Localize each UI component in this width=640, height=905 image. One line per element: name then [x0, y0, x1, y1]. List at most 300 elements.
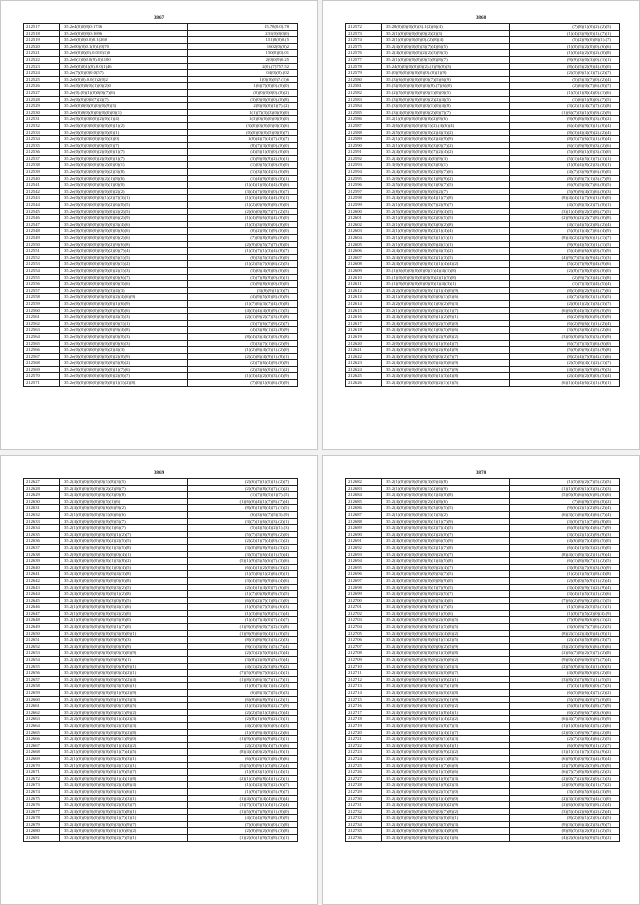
coordinate-cell: 35.2(4)(0)(0)(0)(0)(0)(0)(0)(0)(6)(8)	[60, 577, 188, 584]
row-id-cell: 212726	[346, 769, 382, 776]
coordinate-cell: 35.2e(0)(0)(0)0(0)(2)(0)(0)(1)(7)	[60, 149, 188, 156]
row-id-cell: 212621	[346, 347, 382, 354]
table-row	[24, 300, 298, 307]
coordinate-cell: 35.2(4)(0)(0)(0)(0)(0)(0)(1)(3)(5)(8)	[60, 544, 188, 551]
value-cell: (1)(3)(5)(4)(3).(0)(9)	[188, 169, 298, 176]
value-cell: (1)(2)(0)(9)(8)(8).(0)(0)	[188, 202, 298, 209]
value-cell: (3)(9)(3)(8)(4)(5).(2)(6)	[510, 327, 620, 334]
row-id-cell: 212613	[346, 294, 382, 301]
row-id-cell: 212539	[24, 169, 60, 176]
row-id-cell: 212578	[346, 63, 382, 70]
table-row	[346, 300, 620, 307]
row-id-cell: 212672	[24, 775, 60, 782]
coordinate-cell: 35.2(4)(0)(0)(0)(0)(0)(0)(1)(1)(4)(4)(2)	[382, 261, 510, 268]
row-id-cell: 212540	[24, 175, 60, 182]
coordinate-cell: 35.2(4)(0)(0)(0)(0)(0)(0)(0)(2)(5)(8)(0)	[382, 320, 510, 327]
coordinate-cell: 35.2(4)(0)(0)(0)(0)(0)(0)(0)(2)(0)(8)(7)	[382, 670, 510, 677]
value-cell: (5)(8)(1)(9)(4)(8).(7)(9)	[510, 703, 620, 710]
value-cell: 1(3)(0)(0)(0)(0)(0)(0)	[188, 116, 298, 123]
row-id-cell: 212636	[24, 538, 60, 545]
value-cell: (9)(9)(4)(5)(3)(1).(1)(5)	[510, 241, 620, 248]
table-row	[346, 89, 620, 96]
row-id-cell: 212567	[24, 353, 60, 360]
row-id-cell: 212668	[24, 749, 60, 756]
coordinate-cell: 35.2(1)(0)(0)(0)(0)(0)(0)(3)(1)(1)(1)	[382, 235, 510, 242]
table-row	[346, 307, 620, 314]
row-id-cell: 212521	[24, 50, 60, 57]
value-cell: (2)(9)(6)(2)(2)(7)(8).(0)(8)	[510, 215, 620, 222]
value-cell: (6)(2)(9)(6)(1)(1).(2)(4)	[510, 320, 620, 327]
value-cell: (5)(2)(9)(0)(8)(1).(7)	[510, 37, 620, 44]
row-id-cell: 212597	[346, 188, 382, 195]
row-id-cell: 212592	[346, 155, 382, 162]
row-id-cell: 212601	[346, 215, 382, 222]
row-id-cell: 212542	[24, 188, 60, 195]
table-row	[24, 24, 298, 31]
table-row	[24, 498, 298, 505]
coordinate-cell: 35.2e(0)(0)(0)0(0)(0)(0)(0)(0)(0)(3)	[60, 333, 188, 340]
table-row	[346, 96, 620, 103]
row-id-cell: 212617	[346, 320, 382, 327]
row-id-cell: 212577	[346, 56, 382, 63]
value-cell: (2)(3)(3)(0)(9)(5)(4).(1)(0)	[510, 795, 620, 802]
value-cell: (3)(3)(2)(1)(2)(9).(9)(3)	[510, 531, 620, 538]
value-cell: (6)(8)(4)(9)(4)(6).(7)(9)	[510, 525, 620, 532]
value-cell: (4)(2)(0)(3)(6)(0).(4)(3)	[188, 722, 298, 729]
row-id-cell: 212648	[24, 617, 60, 624]
coordinate-cell: 35.2(4)(0)(0)(0)(0)(0)(0)(0)(2)(7)(5)(1)	[60, 835, 188, 842]
row-id-cell: 212653	[24, 650, 60, 657]
table-row	[346, 50, 620, 57]
coordinate-cell: 35.2(4)(0)(0)(0)(0)(0)(0)(2)(2)(5)(5)	[60, 538, 188, 545]
row-id-cell: 212637	[24, 544, 60, 551]
table-row	[24, 162, 298, 169]
coordinate-cell: 35.2(5)(0)(0)(0)(0)(0)(0)(1)(0)(7)(5)	[382, 182, 510, 189]
value-cell: (2)(5)(8)(4)(1)(2).(1)(7)	[510, 360, 620, 367]
coordinate-cell: 35.2(4)(0)(0)(0)(0)(0)(0)(0)(2)(8)(4)(9)	[382, 347, 510, 354]
coordinate-cell: 35.2(4)(0)(0)(0)(0)(0)(0)(0)(3)(0)(0)(1)	[60, 630, 188, 637]
row-id-cell: 212641	[24, 571, 60, 578]
value-cell: (6)(8)(9)(9)(8)(1).(2)(7)	[510, 742, 620, 749]
table-row	[24, 703, 298, 710]
value-cell: (1)(4)(2)(3)(5)(2).(6)(7)	[188, 782, 298, 789]
table-row	[346, 195, 620, 202]
coordinate-cell: 35.2(4)(0)(0)(0)(0)(0)(6)(6)(9)(2)	[60, 505, 188, 512]
row-id-cell: 212522	[24, 56, 60, 63]
table-row	[346, 637, 620, 644]
coordinate-cell: 35.2(4)(0)(0)(0)(0)(0)(0)(1)(0)(4)(5)	[60, 564, 188, 571]
value-cell: (1)(0)(5)(2)(0)(0).(6)(6)	[510, 43, 620, 50]
coordinate-cell: 35.2(4)(0)(0)(0)(0)(0)(0)(0)(3)(5)(6)(1)	[60, 683, 188, 690]
coordinate-cell: 35.2(4)(0)(0)(0)(0)(0)(0)(0)(1)(9)(2)(9)	[60, 690, 188, 697]
table-row	[24, 709, 298, 716]
coordinate-cell: 35.2(1)(0)(0)(0)(0)(0)(1)(6)(6)(6)	[60, 511, 188, 518]
table-row	[24, 327, 298, 334]
value-cell: (4)(3)(8)(1)(2).(8)(9)	[188, 327, 298, 334]
row-id-cell: 212713	[346, 683, 382, 690]
value-cell: (0)(3)(5)(3)(5).(0)(0)	[188, 254, 298, 261]
value-cell: (2)(8)(7)(8)(0)(0).(0)(0)	[510, 267, 620, 274]
coordinate-cell: 35.2(5)(0)(0)(0)(0)(0)(0)(2)(9)(4)(5)	[382, 208, 510, 215]
row-id-cell: 212584	[346, 103, 382, 110]
table-row	[346, 248, 620, 255]
value-cell: (7)(8)(1)(0)(2).(2)(5)	[510, 24, 620, 31]
table-row	[346, 643, 620, 650]
value-cell: (2)(6)(0)(7)(6).(0)(7)	[510, 83, 620, 90]
coordinate-cell: 35.2e(0)(0)(0)0(0)(0)(1)(2)(7)(3)(1)	[60, 195, 188, 202]
value-cell: (3)(0)(0)(0)(0).(0)(8)	[188, 96, 298, 103]
table-row	[24, 215, 298, 222]
coordinate-cell: 35.2(0)(0)(0)(0)(0)(0)(0)(0)(0)(4)(2)(1)	[60, 670, 188, 677]
value-cell: 151)8(0)0.(5	[188, 37, 298, 44]
data-table	[345, 478, 620, 842]
table-row	[24, 195, 298, 202]
table-row	[346, 571, 620, 578]
coordinate-cell: 35.2(4)(0)(0)(0)(0)(0)(0)(0)(0)(9)(3)	[60, 637, 188, 644]
table-row	[346, 287, 620, 294]
row-id-cell: 212598	[346, 195, 382, 202]
value-cell: (1)(0)(4)(2)(0)(2).(0)(8)	[510, 50, 620, 57]
table-row	[24, 149, 298, 156]
value-cell: (1)(2)(6)(1)(9)(5)(8).(3)(1)	[188, 835, 298, 842]
value-cell: (8)(2)(4)(7)(8)(4).(1)(6)	[510, 353, 620, 360]
row-id-cell: 212528	[24, 96, 60, 103]
value-cell: (1)(2)(1)(5)(3)(8).(4)(8)	[510, 571, 620, 578]
table-row	[24, 142, 298, 149]
value-cell: (5)(1)(9)(5)(5)(6)(7).(3)(6)	[188, 558, 298, 565]
value-cell: (3)(6)(9)(7)(7)(6).(2)(3)	[510, 624, 620, 631]
row-id-cell: 212677	[24, 808, 60, 815]
table-row	[24, 208, 298, 215]
coordinate-cell: 35.(3)(8)(0)(0)(0)(0)(0)(2)(2)(4)(5)	[382, 96, 510, 103]
table-row	[346, 103, 620, 110]
table-row	[24, 564, 298, 571]
row-id-cell: 212538	[24, 162, 60, 169]
row-id-cell: 212663	[24, 716, 60, 723]
table-row	[346, 136, 620, 143]
table-row	[24, 722, 298, 729]
row-id-cell: 212615	[346, 307, 382, 314]
row-id-cell: 212576	[346, 50, 382, 57]
value-cell: (6)(8)(6)(8)(9)(1).(2)(1)	[188, 696, 298, 703]
value-cell: (3)(4)(7)(0)(0)(0).(0)(7)	[188, 188, 298, 195]
coordinate-cell: 35.2e0(0)0)9)0:1696	[60, 30, 188, 37]
value-cell: (4)(1)(4)(5)(2)(8).(2)(4)	[510, 221, 620, 228]
value-cell: (3)(4)(0)(9)(1)(2).(9)(4)	[510, 584, 620, 591]
value-cell: (4)(5)(8)(3)(2)(7).(0)(1)	[510, 202, 620, 209]
value-cell: (6)(1)(8)(8)(7)(1).(2)(5)	[510, 558, 620, 565]
value-cell: (2)(6)(7)(1)(5)(1).(2)(7)	[188, 479, 298, 486]
value-cell: (8)(4)(5)(2)(9)(4).(0)(0)	[510, 63, 620, 70]
value-cell: 1(1)(7)(3)(3)(0)(0)(0)	[188, 109, 298, 116]
table-row	[24, 511, 298, 518]
value-cell: (3)(0)(0)(0)(0)(0)(3)(6)	[188, 122, 298, 129]
coordinate-cell: 35.2(4)(0)(0)(0)(0)(0)(0)(0)(8)(9)(0)	[382, 577, 510, 584]
coordinate-cell: 35.2(1)(0)(0)(0)(0)(0)(0)(3)(0)(7)(2)	[382, 142, 510, 149]
table-row	[24, 267, 298, 274]
row-id-cell: 212696	[346, 571, 382, 578]
table-row	[24, 742, 298, 749]
table-row	[24, 802, 298, 809]
value-cell: (3)(2)(1)(4)(7)(7).(2)(8)	[510, 103, 620, 110]
row-id-cell: 212525	[24, 76, 60, 83]
coordinate-cell: 35.2(4)(0)(0)(0)(0)(0)(0)(0)(2)(0)(6)(5)	[382, 617, 510, 624]
coordinate-cell: 35.2(4)(0)(0)(0)(0)(0)(0)(0)(0)(6)(4)(1)	[382, 742, 510, 749]
row-id-cell: 212557	[24, 287, 60, 294]
table-row	[24, 782, 298, 789]
value-cell: (8)(4)(4)(0)(2)(9)(4).(0)(1)	[188, 749, 298, 756]
table-row	[346, 485, 620, 492]
row-id-cell: 212684	[346, 492, 382, 499]
value-cell: (6)(5)(8)(6)(4)(7).(2)(2)	[510, 690, 620, 697]
table-row	[346, 821, 620, 828]
value-cell: (1)(8)(7)(4)(1)(4).(2)(3)	[188, 683, 298, 690]
value-cell: (6)(4)(8)(9)(3)(1).(0)(4)	[510, 122, 620, 129]
table-row	[24, 353, 298, 360]
value-cell: (2)(8)(9)(2)(6)(9).(3)(8)	[188, 828, 298, 835]
table-row	[346, 709, 620, 716]
row-id-cell: 212631	[24, 505, 60, 512]
value-cell: (2)(5)(2)(5)(0)(4).(5)(4)	[188, 650, 298, 657]
table-row	[24, 347, 298, 354]
table-row	[24, 155, 298, 162]
row-id-cell: 212661	[24, 703, 60, 710]
coordinate-cell: 35.2e(0)(0)(0)0(0)(0)(0)(0)(0)(6)(3)	[60, 340, 188, 347]
row-id-cell: 212710	[346, 663, 382, 670]
row-id-cell: 212566	[24, 347, 60, 354]
table-row	[24, 261, 298, 268]
value-cell: (4)(9)(7)(5)(4)(9)(4).(5)(3)	[510, 254, 620, 261]
row-id-cell: 212671	[24, 769, 60, 776]
row-id-cell: 212517	[24, 24, 60, 31]
table-row	[346, 558, 620, 565]
row-id-cell: 212558	[24, 294, 60, 301]
table-row	[346, 327, 620, 334]
value-cell: (3)(0)(7)(1)(7)(8).(8)(0)	[510, 518, 620, 525]
value-cell: (1)(2)(5)(7)(6)(6).(2)(5)	[188, 261, 298, 268]
row-id-cell: 212688	[346, 518, 382, 525]
value-cell: (1)(5)(1)(8)(4)(0).(1)(6)	[510, 89, 620, 96]
row-id-cell: 212728	[346, 782, 382, 789]
coordinate-cell: 35.2(1)(0)(0)(0)(0)(0)(0)(7)(2)(9)(7)	[382, 202, 510, 209]
table-row	[24, 624, 298, 631]
coordinate-cell: 35.2(4)(0)(0)(0)(0)(0)(0)(0)(0)(1)(9)(0)	[60, 736, 188, 743]
value-cell: (5)(0)(8)(6)(6)(6)(8).(0)(6)	[510, 492, 620, 499]
table-row	[24, 380, 298, 387]
row-id-cell: 212518	[24, 30, 60, 37]
coordinate-cell: 35.2(4)(0)(0)(0)(0)(0)(0)(0)(1)(3)(8)(6)	[382, 769, 510, 776]
table-row	[346, 56, 620, 63]
value-cell: (8)(4)(1)(8)(3)(2)(1).(9)(4)	[510, 551, 620, 558]
row-id-cell: 212640	[24, 564, 60, 571]
row-id-cell: 212594	[346, 169, 382, 176]
coordinate-cell: 35.2(4)(0)(0)(0)(0)(0)(0)(0)(1)(4)(1)(8)	[60, 775, 188, 782]
value-cell: (2)(5)(0)(1)(1)(7).(2)(7)	[510, 70, 620, 77]
table-row	[346, 175, 620, 182]
row-id-cell: 212565	[24, 340, 60, 347]
table-row	[346, 129, 620, 136]
row-id-cell: 212718	[346, 716, 382, 723]
value-cell: (7)(0)(8)(8)(8).(0)(0)	[188, 235, 298, 242]
row-id-cell: 212599	[346, 202, 382, 209]
value-cell: (1)(3)(7)(1)(3)(4).(8)(7)	[188, 248, 298, 255]
table-row	[24, 683, 298, 690]
value-cell: (3)(4)(1)(5)(3)(1).(2)(6)	[510, 591, 620, 598]
value-cell: (1)(6)(0)(4)(1)(7)(8).(7)(4)	[188, 498, 298, 505]
table-row	[346, 749, 620, 756]
table-row	[346, 584, 620, 591]
table-row	[24, 591, 298, 598]
row-id-cell: 212673	[24, 782, 60, 789]
coordinate-cell: 35.2(4)(0)(0)(0)(0)(0)(0)(0)(2)(5)(8)(1)	[60, 808, 188, 815]
table-row	[24, 373, 298, 380]
value-cell: (3)(7)(8)(9)(0).(0)(1)	[188, 274, 298, 281]
row-id-cell: 212681	[24, 835, 60, 842]
value-cell: 150(0)(0).01	[188, 50, 298, 57]
coordinate-cell: 35.(1)(0)(0)(0)(0)(0)(0)(0)(2)(1)(5)(8)	[382, 274, 510, 281]
coordinate-cell: 35.2(6)(0)(0)(0)(0)(0)(1)(2).(4)(6)(4)	[382, 122, 510, 129]
value-cell: (1)(9)(9)(6)(0)(4)(1).(0)(5)	[188, 630, 298, 637]
page-number: 3868	[475, 15, 487, 21]
coordinate-cell: 35.2(1)(0)(0)(0)(0)(0)(1)(1)(3)(2)	[382, 511, 510, 518]
row-id-cell: 212667	[24, 742, 60, 749]
table-row	[24, 604, 298, 611]
coordinate-cell: 35.2(4)(0)(0)(0)(0)(0)(0)(0)(6)(5)(9)	[382, 538, 510, 545]
table-row	[346, 228, 620, 235]
value-cell: (2)(4)(8)(2)(8)(0).(5)(4)	[510, 373, 620, 380]
value-cell: (3)(1)(4)(8)(2)(5)(8).(7)(5)	[510, 208, 620, 215]
page-number: 3867	[153, 15, 165, 21]
coordinate-cell: 35.2e4(0)0)9)0:1736	[60, 24, 188, 31]
value-cell: (8)(3)(8)(2)(9)(4).(7)(6)	[510, 287, 620, 294]
table-row	[24, 736, 298, 743]
table-row	[346, 221, 620, 228]
table-row	[24, 63, 298, 70]
table-row	[346, 24, 620, 31]
coordinate-cell: 35.2(4)(0)(0)(0)(0)(0)(0)(0)(2)(0)(7)	[382, 551, 510, 558]
row-id-cell: 212549	[24, 235, 60, 242]
row-id-cell: 212702	[346, 610, 382, 617]
table-row	[346, 736, 620, 743]
coordinate-cell: 35.2(4)(0)(0)(0)(0)(0)(0)(0)(1)(4)(9)(0)	[382, 795, 510, 802]
value-cell: (7)(0)(1)(6)(6).(0)(9)	[188, 380, 298, 387]
coordinate-cell: 35.2(4)(0)(0)(0)(0)(0)(0)(0)(1)(4)(4)(2)	[60, 742, 188, 749]
table-row	[24, 788, 298, 795]
value-cell: (2)(6)(7)(8)(2)(5)(7).(2)(8)	[510, 650, 620, 657]
row-id-cell: 212629	[24, 492, 60, 499]
row-id-cell: 212706	[346, 637, 382, 644]
value-cell: (1)(9)(5)(7)(5)(6).(6)(3)	[188, 604, 298, 611]
coordinate-cell: 35.2(1)(5)(0)(0)(0)(0)(0)(2)(4)(9)(9)	[382, 136, 510, 143]
row-id-cell: 212642	[24, 577, 60, 584]
value-cell: (6)(9)(8)(0)(9)(3)(4).(8)(4)	[510, 755, 620, 762]
value-cell: (6)(2)(9)(6)(7)(0).(6)(6)	[510, 709, 620, 716]
coordinate-cell: 35.2e(0)(0)(0)0(0)(0)(2)(0)(0)(1)	[60, 162, 188, 169]
value-cell: (3)(9)(8)(6)(0).(0)(0)	[188, 281, 298, 288]
table-row	[24, 617, 298, 624]
coordinate-cell: 35.2(4)(0)(0)(0)(0)(0)(0)(2)(1)(7)(8)	[382, 544, 510, 551]
coordinate-cell: 35.2(4)(0)(0)(0)(0)(0)(4)(0)(9)(3)	[382, 155, 510, 162]
value-cell: (4)(1)(2)(2)(3)(8).(9)(2)	[188, 663, 298, 670]
row-id-cell: 212659	[24, 690, 60, 697]
row-id-cell: 212590	[346, 142, 382, 149]
table-row	[24, 558, 298, 565]
coordinate-cell: 35.2e(0)(0)(0)0(0)(0)(0)(0)(2)(2)(5)	[60, 208, 188, 215]
coordinate-cell: 35.2e(0)(0)(0)0(0)(0)(0)(0)(2)(0)(9)	[60, 353, 188, 360]
table-row	[24, 360, 298, 367]
row-id-cell: 212730	[346, 795, 382, 802]
value-cell: (1)(7)(8)(5)(1)(7).(5)	[188, 492, 298, 499]
value-cell: (6)(7)(7)(8)(8)(6)(8).(2)(3)	[510, 769, 620, 776]
row-id-cell: 212699	[346, 591, 382, 598]
coordinate-cell: 35.2(4)(0)(0)(0)(0)(0)(0)(3)(0)(5)(5)	[382, 505, 510, 512]
value-cell: (1)(4)(3)(9)(0)(1).(7)(1)	[510, 30, 620, 37]
table-row	[346, 755, 620, 762]
value-cell: (9)(3)(3)(6)(4)(2)(3).(9)(7)	[510, 821, 620, 828]
table-row	[24, 492, 298, 499]
row-id-cell: 212650	[24, 630, 60, 637]
value-cell: (6)(4)(1)(2)(0)(6).(3)(2)	[188, 564, 298, 571]
table-row	[24, 571, 298, 578]
coordinate-cell: 35.2(4)(0)(0)(0)(0)(0)(0)(0)(2)(9)(8)(2)	[382, 333, 510, 340]
row-id-cell: 212572	[346, 24, 382, 31]
table-row	[346, 83, 620, 90]
coordinate-cell: 35.2(4)(0)(0)(0)(0)(0)(0)(0)(2)(6)(2)(9)	[382, 802, 510, 809]
coordinate-cell: 35.2(4)(0)(0)(0)(0)(0)(0)(0)(5)(4)(0)	[382, 597, 510, 604]
row-id-cell: 212633	[24, 518, 60, 525]
coordinate-cell: 35.2(4)(0)(0)(0)(0)(0)(0)(0)(2)(5)(7)(0)	[382, 788, 510, 795]
row-id-cell: 212612	[346, 287, 382, 294]
row-id-cell: 212587	[346, 122, 382, 129]
row-id-cell: 212729	[346, 788, 382, 795]
coordinate-cell: 35.2e0(0)0(0)(0)(0)(0)(9)(3)	[60, 103, 188, 110]
value-cell: (4)(5)(6)(3)(9)(8).(9)(3)	[510, 366, 620, 373]
row-id-cell: 212725	[346, 762, 382, 769]
value-cell: (6)(9)(5)(0)(7)(6).(8)(5)	[510, 182, 620, 189]
table-row	[24, 835, 298, 842]
value-cell: (4)(6)(8)(7)(4)(8).(5)(0)	[510, 538, 620, 545]
table-row	[346, 531, 620, 538]
value-cell: (3)(8)(9)(1)(3)(7)	[188, 287, 298, 294]
coordinate-cell: 35.2(4)(0)(0)(0)(0)(0)(0)(0)(1)(0)(3)(3)	[60, 696, 188, 703]
coordinate-cell: 35.2e(0)(0)(0)0(0)(0)(0)(0)(2)(1)(3)	[60, 267, 188, 274]
value-cell: (1)(0)(5)(3)(0).(0)(0)	[188, 162, 298, 169]
row-id-cell: 212618	[346, 327, 382, 334]
coordinate-cell: 35.2e(0)(0)(0)0(0)(0)(0)(0)(0)(1)(2)	[60, 261, 188, 268]
value-cell: (2)(2)(3)(8)(4)(7).(6)(6)	[188, 742, 298, 749]
row-id-cell: 212717	[346, 709, 382, 716]
coordinate-cell: 35.2(4)(0)(0)(0)(0)(0)(0)(0)(3)(6)(6)(1)	[60, 788, 188, 795]
coordinate-cell: 35.2e(0)(0)(0)0(0)(0)(2)(1)(8)(6)	[60, 175, 188, 182]
value-cell: (8)(7)(3)(0)(0).(0)(0)	[188, 142, 298, 149]
value-cell: (8)(8)(1)(9)(4)(7).(1)(5)	[188, 505, 298, 512]
value-cell: (2)(8)(1)(2)(1)(3).(3)(7)	[510, 300, 620, 307]
row-id-cell: 212645	[24, 597, 60, 604]
value-cell: (6)(7)(7)(3)(5)(6).(6)(0)	[510, 340, 620, 347]
row-id-cell: 212530	[24, 109, 60, 116]
row-id-cell: 212682	[346, 479, 382, 486]
coordinate-cell: 35.2e(0)(0)(0)0(0)(0)(0)(0)(0)(6)(6)	[60, 228, 188, 235]
row-id-cell: 212708	[346, 650, 382, 657]
value-cell: (3)(8)(2)(0)(8)(5).(5)(4)	[188, 657, 298, 664]
table-row	[346, 657, 620, 664]
table-row	[24, 577, 298, 584]
value-cell: (7)(6)(2)(9)(9)(2)(8).(1)(5)	[510, 597, 620, 604]
table-row	[24, 103, 298, 110]
table-row	[24, 109, 298, 116]
coordinate-cell: 35.2(1)(0)(0)(0)(0)(0)(0)(0)(2)(8)(3)(1)	[60, 755, 188, 762]
table-row	[346, 353, 620, 360]
